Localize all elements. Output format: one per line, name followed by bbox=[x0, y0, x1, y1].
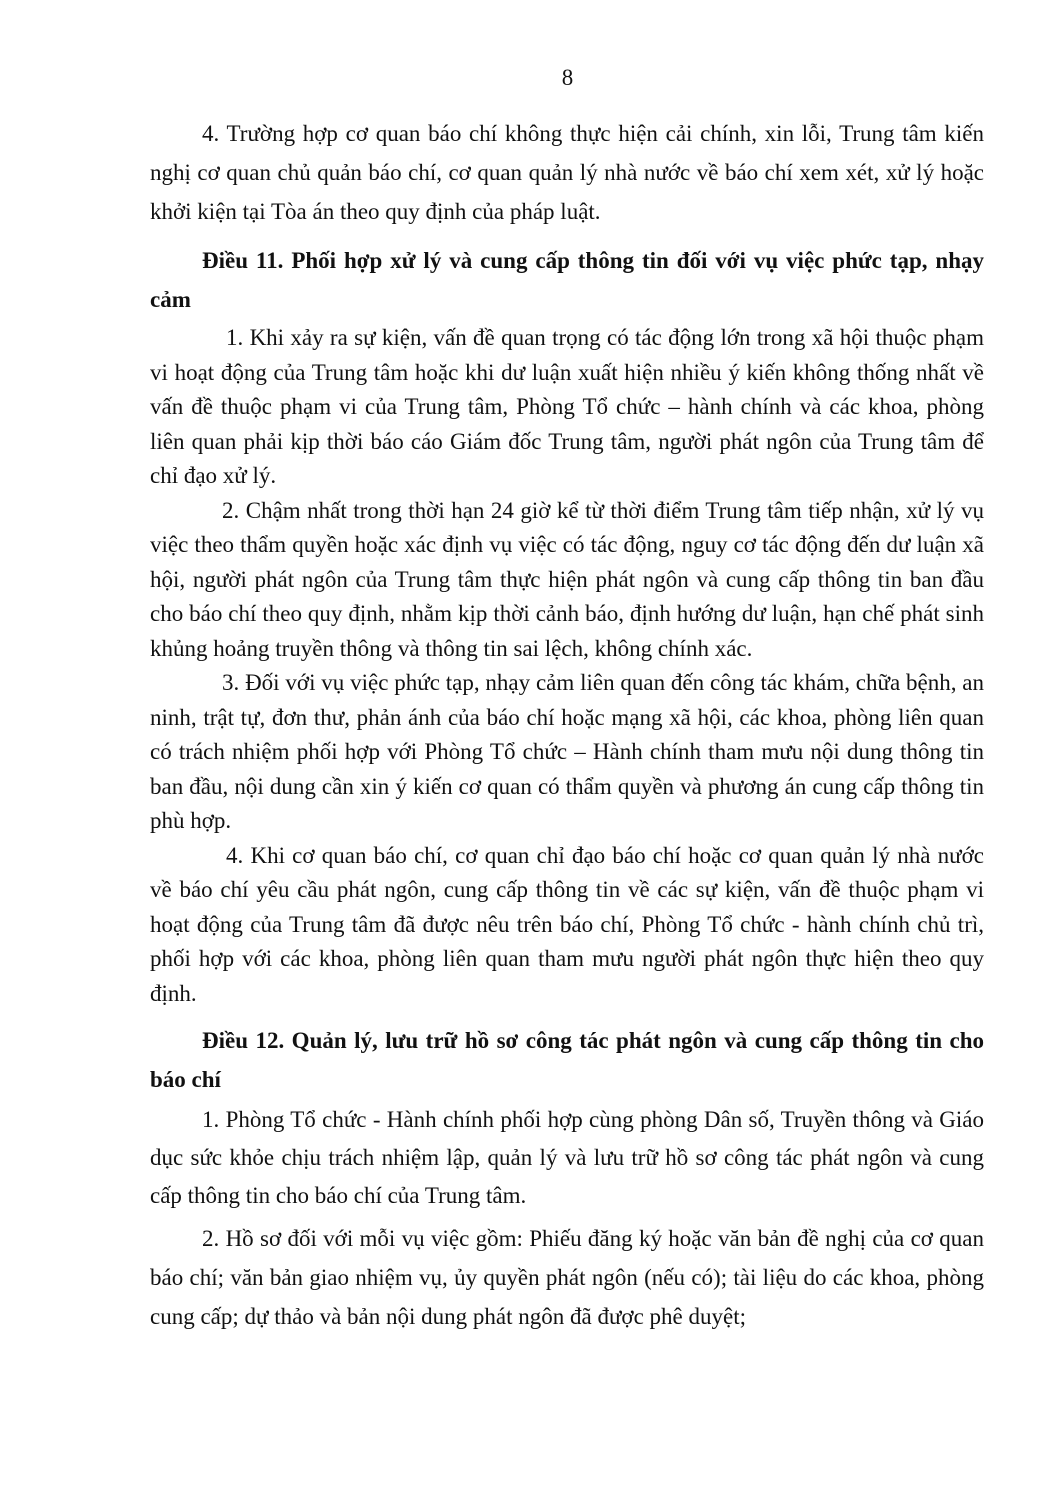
paragraph-art12-clause2: 2. Hồ sơ đối với mỗi vụ việc gồm: Phiếu đăng ký hoặc văn bản đề nghị của cơ quan báo chí; văn bản giao nhiệm vụ, ủy quyền phát ngôn (nếu có); tài liệu do các khoa, phòng cung cấp; dự thảo và bản nội dung phát ngôn đã được phê duyệt; bbox=[150, 1226, 984, 1329]
paragraph-art12-clause1: 1. Phòng Tổ chức - Hành chính phối hợp cùng phòng Dân số, Truyền thông và Giáo dục sức khỏe chịu trách nhiệm lập, quản lý và lưu trữ hồ sơ công tác phát ngôn và cung cấp thông tin cho báo chí của Trung tâm. bbox=[150, 1107, 984, 1208]
paragraph-art11-clause3: 3. Đối với vụ việc phức tạp, nhạy cảm liên quan đến công tác khám, chữa bệnh, an ninh, trật tự, đơn thư, phản ánh của báo chí hoặc mạng xã hội, các khoa, phòng liên quan có trách nhiệm phối hợp với Phòng Tổ chức – Hành chính tham mưu nội dung thông tin ban đầu, nội dung cần xin ý kiến cơ quan có thẩm quyền và phương án cung cấp thông tin phù hợp. bbox=[150, 670, 984, 833]
document-body bbox=[150, 114, 984, 1336]
paragraph-art10-clause4: 4. Trường hợp cơ quan báo chí không thực hiện cải chính, xin lỗi, Trung tâm kiến nghị cơ quan chủ quản báo chí, cơ quan quản lý nhà nước về báo chí xem xét, xử lý hoặc khởi kiện tại Tòa án theo quy định của pháp luật. bbox=[150, 121, 984, 224]
heading-article-12: Điều 12. Quản lý, lưu trữ hồ sơ công tác phát ngôn và cung cấp thông tin cho báo chí bbox=[150, 1028, 984, 1092]
paragraph-art11-clause4: 4. Khi cơ quan báo chí, cơ quan chỉ đạo báo chí hoặc cơ quan quản lý nhà nước về báo chí yêu cầu phát ngôn, cung cấp thông tin về các sự kiện, vấn đề thuộc phạm vi hoạt động của Trung tâm đã được nêu trên báo chí, Phòng Tổ chức - hành chính chủ trì, phối hợp với các khoa, phòng liên quan tham mưu người phát ngôn thực hiện theo quy định. bbox=[150, 842, 984, 1006]
paragraph-art11-clause1: 1. Khi xảy ra sự kiện, vấn đề quan trọng có tác động lớn trong xã hội thuộc phạm vi hoạt động của Trung tâm hoặc khi dư luận xuất hiện nhiều ý kiến không thống nhất về vấn đề thuộc phạm vi của Trung tâm, Phòng Tổ chức – hành chính và các khoa, phòng liên quan phải kịp thời báo cáo Giám đốc Trung tâm, người phát ngôn của Trung tâm để chỉ đạo xử lý. bbox=[150, 325, 984, 488]
paragraph-art11-clause2: 2. Chậm nhất trong thời hạn 24 giờ kể từ thời điểm Trung tâm tiếp nhận, xử lý vụ việc theo thẩm quyền hoặc xác định vụ việc có tác động, nguy cơ tác động đến dư luận xã hội, người phát ngôn của Trung tâm thực hiện phát ngôn và cung cấp thông tin ban đầu cho báo chí theo quy định, nhằm kịp thời cảnh báo, định hướng dư luận, hạn chế phát sinh khủng hoảng truyền thông và thông tin sai lệch, không chính xác. bbox=[150, 497, 984, 661]
heading-article-11: Điều 11. Phối hợp xử lý và cung cấp thông tin đối với vụ việc phức tạp, nhạy cảm bbox=[150, 248, 984, 312]
page-number: 8 bbox=[561, 65, 574, 90]
